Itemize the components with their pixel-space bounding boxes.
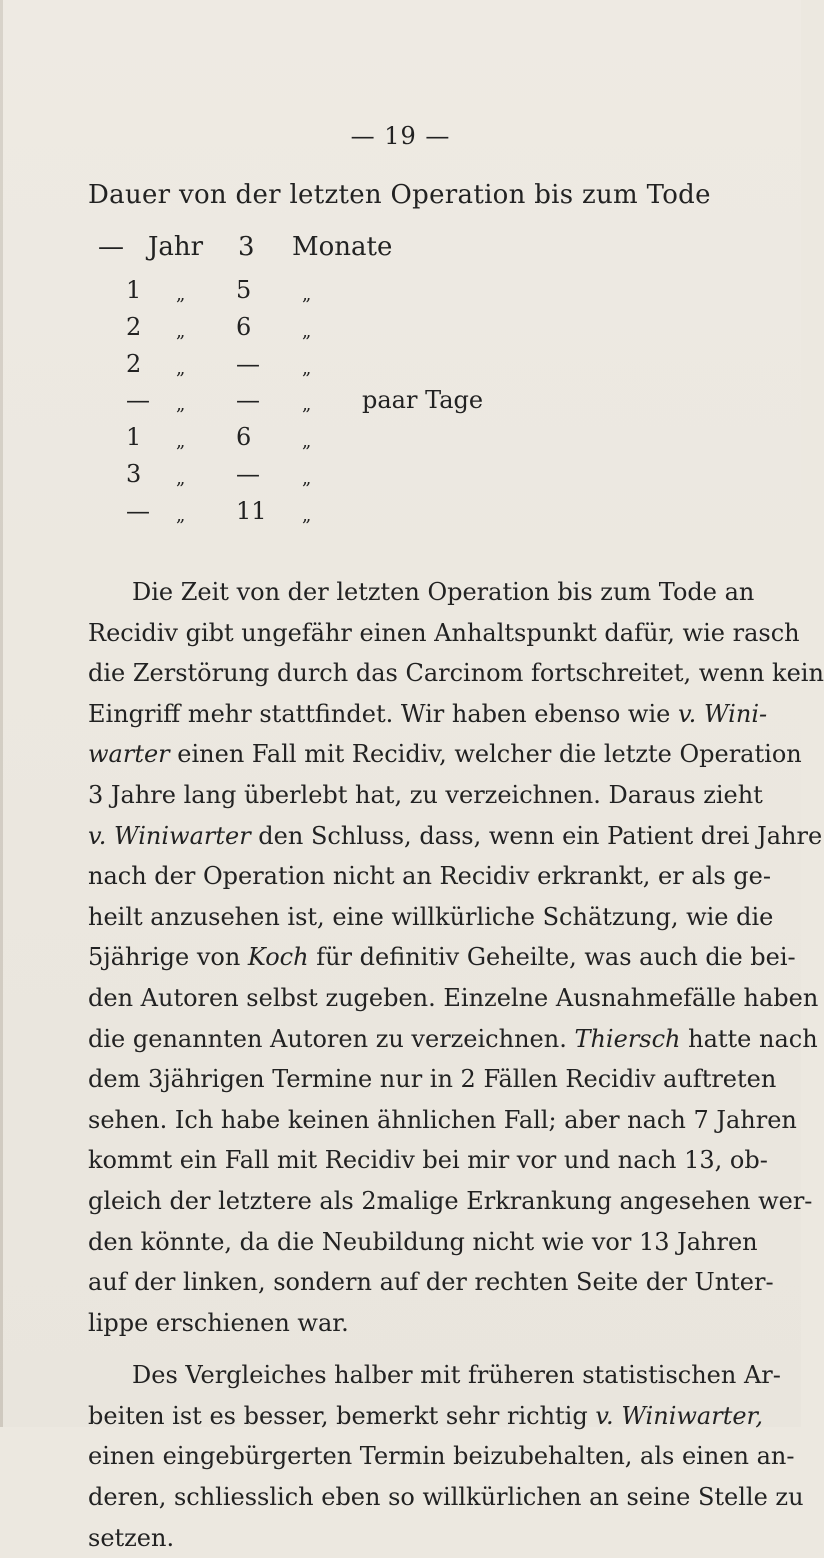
text-segment: 3 Jahre lang überlebt hat, zu verzeichnen. Daraus zieht [88,780,763,809]
text-line [88,613,800,654]
text-segment: auf der linken, sondern auf der rechten Seite der Unter- [88,1268,774,1297]
text-line [88,1396,764,1437]
text-segment: heilt anzusehen ist, eine willkürliche Schätzung, wie die [88,902,774,931]
text-segment: für definitiv Geheilte, was auch die bei- [308,943,796,972]
table-cell-note: paar Tage [362,386,484,415]
text-line [88,1100,797,1141]
text-segment: einen eingebürgerten Termin beizubehalten, als einen an- [88,1442,795,1471]
scan-edge [0,0,3,1427]
paragraph-gap [88,1343,720,1355]
text-line [88,897,774,938]
text-segment: den Schluss, dass, wenn ein Patient drei Jahre [250,821,823,850]
text-segment: dem 3jährigen Termine nur in 2 Fällen Recidiv auftreten [88,1065,777,1094]
text-line [88,653,824,694]
text-line [88,1355,781,1396]
text-line [88,734,802,775]
text-segment: den könnte, da die Neubildung nicht wie vor 13 Jahren [88,1227,758,1256]
table-cell-months: 6 [236,312,252,341]
table-header-jahr: Jahr [148,232,204,262]
text-segment: Des Vergleiches halber mit früheren statistischen Ar- [132,1361,781,1390]
author-name: v. Winiwarter [88,821,251,850]
table-header-years: — [98,232,124,262]
text-segment: einen Fall mit Recidiv, welcher die letzte Operation [169,740,802,769]
table-cell-ditto-monate: „ [302,431,312,453]
text-line [88,1303,720,1344]
table-cell-ditto-monate: „ [302,394,312,416]
text-segment: gleich der letztere als 2malige Erkrankung angesehen wer- [88,1186,813,1215]
text-line [88,1019,818,1060]
text-segment: nach der Operation nicht an Recidiv erkrankt, er als ge- [88,862,771,891]
table-cell-months: — [236,349,260,378]
table-cell-ditto-jahr: „ [176,431,186,453]
text-segment: 5jährige von [88,943,248,972]
text-line [88,775,763,816]
text-line [88,1140,768,1181]
page-number: — 19 — [350,122,451,150]
table-heading: Dauer von der letzten Operation bis zum Tode [88,180,711,210]
paragraph-2 [88,1355,804,1558]
table-cell-months: — [236,386,260,415]
table-cell-years: — [126,496,150,525]
text-segment: hatte nach [680,1024,818,1053]
table-cell-months: 5 [236,276,252,304]
table-cell-years: 3 [126,460,142,488]
body-text [88,572,824,1558]
text-segment: setzen. [88,1523,175,1552]
table-cell-years: 1 [126,276,142,304]
text-line [88,694,768,735]
table-cell-years: 2 [126,312,142,341]
text-segment: sehen. Ich habe keinen ähnlichen Fall; aber nach 7 Jahren [88,1105,797,1134]
text-segment: die Zerstörung durch das Carcinom fortschreitet, wenn kein [88,659,824,688]
text-segment: deren, schliesslich eben so willkürlichen an seine Stelle zu [88,1483,804,1512]
table-cell-ditto-jahr: „ [176,468,186,489]
paragraph-1 [88,572,824,1343]
text-line [88,1262,774,1303]
text-segment: beiten ist es besser, bemerkt sehr richtig [88,1401,596,1430]
author-name: warter [88,740,170,769]
table-cell-ditto-jahr: „ [176,284,186,305]
text-segment: Recidiv gibt ungefähr einen Anhaltspunkt dafür, wie rasch [88,618,800,647]
author-name: v. Winiwarter, [595,1401,764,1430]
table-cell-ditto-monate: „ [302,504,312,526]
table-cell-years: — [126,386,150,415]
table-cell-ditto-monate: „ [302,320,312,342]
text-line [88,1436,795,1477]
author-name: Thiersch [574,1024,681,1053]
text-line [88,572,755,613]
text-line [88,1477,804,1518]
table-cell-ditto-jahr: „ [176,357,186,379]
table-cell-ditto-monate: „ [302,284,312,305]
text-segment: den Autoren selbst zugeben. Einzelne Ausnahmefälle haben [88,983,819,1012]
text-segment: die genannten Autoren zu verzeichnen. [88,1024,575,1053]
text-segment: lippe erschienen war. [88,1308,349,1337]
table-header-monate: Monate [292,232,393,262]
table-cell-months: 11 [236,496,267,525]
author-name: v. Wini- [677,699,768,728]
text-line [88,1518,720,1558]
table-header-months-value: 3 [238,232,255,262]
text-line [88,937,796,978]
text-line [88,1059,777,1100]
author-name: Koch [247,943,309,972]
text-segment: Die Zeit von der letzten Operation bis zum Tode an [132,578,755,606]
table-cell-ditto-jahr: „ [176,394,186,416]
text-line [88,978,819,1019]
table-cell-months: — [236,460,260,488]
text-line [88,1222,758,1263]
table-cell-years: 2 [126,349,142,378]
text-segment: Eingriff mehr stattfindet. Wir haben ebenso wie [88,699,678,728]
table-cell-ditto-monate: „ [302,468,312,489]
table-cell-ditto-jahr: „ [176,320,186,342]
text-line [88,816,823,857]
table-cell-years: 1 [126,423,142,452]
text-line [88,856,771,897]
table-cell-months: 6 [236,423,252,452]
text-line [88,1181,813,1222]
table-cell-ditto-jahr: „ [176,504,186,526]
table-cell-ditto-monate: „ [302,357,312,379]
text-segment: kommt ein Fall mit Recidiv bei mir vor und nach 13, ob- [88,1146,768,1175]
